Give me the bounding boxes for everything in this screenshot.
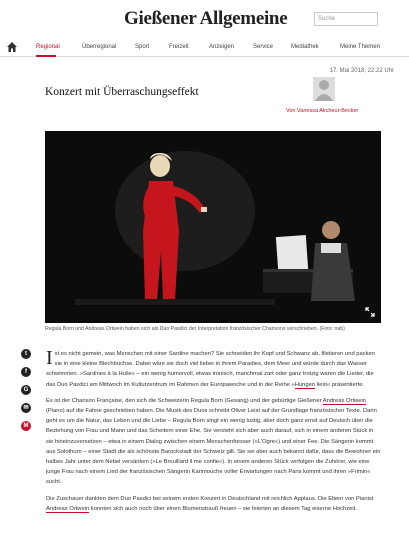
share-twitter-icon[interactable]: t <box>21 349 31 359</box>
paragraph-2: Es ist der Chanson Française, den sich die Schweizerin Regula Born (Gesang) und der gebürtige Gießener Andreas Ortwein (Piano) auf die Fahne geschrieben haben. Die Musik des Duos schreibt Oliver Leist auf der Grundlage französischer Texte. Darin geht es um die Natur, das Leben und die Liebe – Regula Born singt ein wenig lustig, aber doch ganz ernst auf Deutsch über die Beziehung von Frau und Mann und das Scheitern einer Ehe. Sie versteht sich aber auch darauf, sich in einem anderen Stück in sie hineinzuversetzen – etwa in einem Dialog zwischen einem Menschenfresser (»L'Ogre«) und einer Fee. Die Sängerin kommt aus Solothurn – einer Stadt die als schönste Barockstadt der Schweiz gilt. Sie sei aber auch bekannt dafür, dass die Bewohner ein halbes Jahr unter dem Nebel versänken (»Le Brouillard il me confie«). In einem anderen Stück verfolgen die Zuhörer, wie eine junge Frau nach einem Lied der französischen Sängerin Karimouche voller Erwartungen nach Paris kommt und ihren »Frimin« sucht. <box>46 397 381 486</box>
nav-item-anzeigen[interactable]: Anzeigen <box>209 44 235 50</box>
expand-icon[interactable] <box>365 307 375 317</box>
home-icon[interactable] <box>7 42 17 52</box>
link-andreas-ortwein-2[interactable]: Andreas Ortwein <box>46 505 90 512</box>
share-m-icon[interactable]: M <box>21 421 31 431</box>
nav-item-service[interactable]: Service <box>253 44 274 50</box>
photo-caption: Regula Born und Andreas Ortwein haben sich als Duo Pasdici der Interpretation französischer Chansons verschrieben. (Foto: nab) <box>45 326 345 332</box>
nav-item-meine-themen[interactable]: Meine Themen <box>340 44 380 50</box>
paragraph-3: Die Zuschauer dankten dem Duo Pasdici bei seinem ersten Konzert in Deutschland mit reichlich Applaus. Die Eltern von Pianist Andreas Ortwein konnten sich auch noch über einen Blumenstrauß freuen – sie feierten an diesem Tag eiserne Hochzeit. <box>46 495 374 512</box>
drop-cap: I <box>46 347 53 369</box>
article-date: 17. Mai 2018, 22:22 Uhr <box>329 68 394 74</box>
author-avatar-icon <box>313 77 335 101</box>
link-hungen[interactable]: Hungen <box>294 381 316 388</box>
article-body <box>46 349 381 520</box>
concert-image <box>45 131 381 323</box>
nav-item-sport[interactable]: Sport <box>135 44 150 50</box>
nav-item-regional[interactable]: Regional <box>36 44 60 50</box>
nav-item-ueberregional[interactable]: Überregional <box>82 44 117 50</box>
link-andreas-ortwein[interactable]: Andreas Ortwein <box>322 397 366 404</box>
article-author[interactable]: Von Vanessa Akcheur-Becker <box>286 108 359 114</box>
site-logo[interactable]: Gießener Allgemeine <box>124 8 288 29</box>
article-title: Konzert mit Überraschungseffekt <box>45 86 199 98</box>
article-photo[interactable] <box>45 131 381 323</box>
paragraph-1: Ist es nicht gemein, was Menschen mit einer Sardine machen? Sie schneiden ihr Kopf und Schwanz ab, filetieren und packen sie in eine kleine Blechbüchse. Dabei wäre sie doch viel lieber in ihrem Paradies, dem Meer und würde durch das Wasser schwimmen. »Sardines à la Huile« – ein wenig humorvoll, etwas ironisch, manchmal zart oder ganz trotzig waren die Lieder, die das Duo Pasdici am Mittwoch im Kulturzentrum im Rahmen der Europawoche und in der Reihe »Hungen liest« präsentierte. <box>46 347 375 388</box>
nav-item-freizeit[interactable]: Freizeit <box>169 44 189 50</box>
main-nav <box>0 40 409 57</box>
active-nav-indicator <box>36 55 56 57</box>
share-facebook-icon[interactable]: f <box>21 367 31 377</box>
search-input[interactable]: Suche <box>314 12 378 26</box>
site-header <box>0 0 409 40</box>
share-email-icon[interactable]: ✉ <box>21 403 31 413</box>
nav-item-mediathek[interactable]: Mediathek <box>291 44 319 50</box>
share-google-plus-icon[interactable]: G <box>21 385 31 395</box>
